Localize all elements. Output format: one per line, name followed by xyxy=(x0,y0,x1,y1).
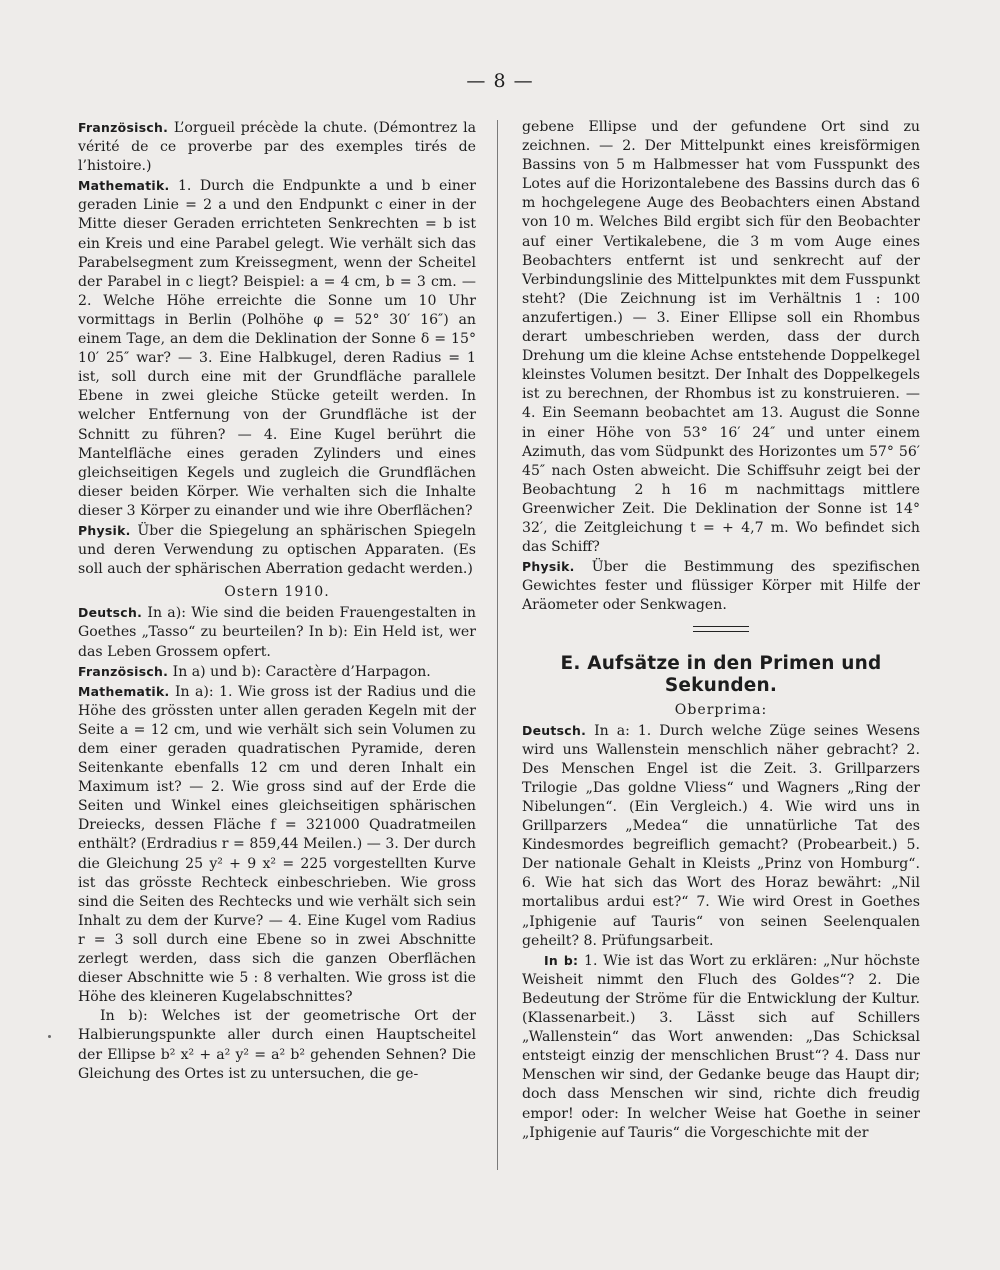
paragraph-deutsch-2 xyxy=(522,721,920,951)
paragraph-franzoesisch-2 xyxy=(78,662,476,682)
subject-label: Mathematik. xyxy=(78,683,170,699)
heading-oberprima: Oberprima: xyxy=(674,701,768,718)
subject-label: Mathematik. xyxy=(78,178,170,194)
column-divider xyxy=(497,120,498,1170)
right-column xyxy=(522,118,920,1143)
paragraph-text: 1. Wie ist das Wort zu erklären: „Nur höchste Weisheit nimmt den Fluch des Goldes“? 2. Die Bedeutung der Ströme für die Entwicklung der Kultur. (Klassenarbeit.) 3. Lässt sich auf Schillers „Wallenstein“ das Wort anwenden: „Das Schicksal entsteigt einzig der menschlichen Brust“? 4. Dass nur Menschen wir sind, der Gedanke beuge das Haupt dir; doch dass Menschen wir sind, richte dich freudig empor! oder: In welcher Weise hat Goethe in seiner „Iphigenie auf Tauris“ die Vorgeschichte mit der xyxy=(522,952,921,1141)
subject-label: Französisch. xyxy=(78,663,169,679)
paragraph-text: L’orgueil précède la chute. (Démontrez la vérité de ce proverbe par des exemples tirés de l’histoire.) xyxy=(78,120,476,175)
subject-label: Physik. xyxy=(78,522,131,538)
paragraph-mathematik xyxy=(78,176,476,521)
subject-label: In b: xyxy=(544,952,579,968)
paragraph-in-b: In b): Welches ist der geometrische Ort der Halbierungspunkte aller durch einen Hauptscheitel der Ellipse b² x² + a² y² = a² b² gehenden Sehnen? Die Gleichung des Ortes ist zu untersuchen, die ge- xyxy=(78,1008,476,1082)
subject-label: Deutsch. xyxy=(78,605,143,621)
heading-ostern-1910: Ostern 1910. xyxy=(224,584,330,601)
paragraph-text: In a): Wie sind die beiden Frauengestalten in Goethes „Tasso“ zu beurteilen? In b): Ein Held ist, wer das Leben Grossem opfert. xyxy=(78,605,476,660)
paragraph-physik-2 xyxy=(522,557,920,615)
page-number: — 8 — xyxy=(466,70,534,92)
scan-spot xyxy=(48,1035,51,1038)
double-rule xyxy=(693,626,749,632)
paragraph-deutsch xyxy=(78,603,476,661)
subject-label: Französisch. xyxy=(78,120,169,135)
paragraph-text: In a): 1. Wie gross ist der Radius und die Höhe des grössten unter allen geraden Kegeln mit der Seite a = 12 cm, und wie verhält sich sein Volumen zu dem einer geraden quadratischen Pyramide, deren Seitenkante ebenfalls 12 cm und deren Inhalt ein Maximum ist? — 2. Wie gross sind auf der Erde die Seiten und Winkel eines gleichseitigen sphärischen Dreiecks, dessen Fläche f = 321000 Quadratmeilen enthält? (Erdradius r = 859,44 Meilen.) — 3. Der durch die Gleichung 25 y² + 9 x² = 225 vorgestellten Kurve ist das grösste Rechteck einbeschrieben. Wie gross sind die Seiten des Rechtecks und wie verhält sich sein Inhalt zu dem der Kurve? — 4. Eine Kugel vom Radius r = 3 soll durch eine Ebene so in zwei Abschnitte zerlegt werden, dass sich die ganzen Oberflächen dieser Abschnitte wie 5 : 8 verhalten. Wie gross ist die Höhe des kleineren Kugelabschnittes? xyxy=(78,683,476,1006)
section-title: E. Aufsätze in den Primen und Sekunden. xyxy=(560,652,882,696)
paragraph-text: 1. Durch die Endpunkte a und b einer geraden Linie = 2 a und den Endpunkt c einer in der Mitte dieser Geraden errichteten Senkrechten = b ist ein Kreis und eine Parabel gelegt. Wie verhält sich das Parabelsegment zum Kreissegment, wenn der Scheitel der Parabel in c liegt? Beispiel: a = 4 cm, b = 3 cm. — 2. Welche Höhe erreichte die Sonne um 10 Uhr vormittags in Berlin (Polhöhe φ = 52° 30′ 16″) an einem Tage, an dem die Deklination der Sonne δ = 15° 10′ 25″ war? — 3. Eine Halbkugel, deren Radius = 1 ist, soll durch eine mit der Grundfläche parallele Ebene in zwei gleiche Stücke geteilt werden. In welcher Entfernung von der Grundfläche ist der Schnitt zu führen? — 4. Eine Kugel berührt die Mantelfläche eines geraden Zylinders und eines gleichseitigen Kegels und zugleich die Grundflächen dieser beiden Körper. Wie verhalten sich die Inhalte dieser 3 Körper zu einander und wie ihre Oberflächen? xyxy=(78,178,476,519)
paragraph-franzoesisch xyxy=(78,118,476,176)
paragraph-text: In a: 1. Durch welche Züge seines Wesens wird uns Wallenstein menschlich näher gebracht? 2. Des Menschen Engel ist die Zeit. 3. Grillparzers Trilogie „Das goldne Vliess“ und Wagners „Ring der Nibelungen“. (Ein Vergleich.) 4. Wie wird uns in Grillparzers „Medea“ die unnatürliche Tat des Kindesmordes begreiflich gemacht? (Probearbeit.) 5. Der nationale Gehalt in Kleists „Prinz von Homburg“. 6. Wie hat sich das Wort des Horaz bewährt: „Nil mortalibus ardui est?“ 7. Wie wird Orest in Goethes „Iphigenie auf Tauris“ von seinen Seelenqualen geheilt? 8. Prüfungsarbeit. xyxy=(522,722,920,949)
paragraph-in-b-2 xyxy=(522,951,920,1143)
paragraph-continuation: gebene Ellipse und der gefundene Ort sind zu zeichnen. — 2. Der Mittelpunkt eines kreisförmigen Bassins von 5 m Halbmesser hat vom Fusspunkt des Lotes auf die Horizontalebene des Bassins durch das 6 m hochgelegene Auge des Beobachters einen Abstand von 10 m. Welches Bild ergibt sich für den Beobachter auf einer Vertikalebene, die 3 m vom Auge eines Beobachters entfernt ist und senkrecht auf der Verbindungslinie des Mittelpunktes mit dem Fusspunkt steht? (Die Zeichnung ist im Verhältnis 1 : 100 anzufertigen.) — 3. Einer Ellipse soll ein Rhombus derart umbeschrieben werden, dass der durch Drehung um die kleine Achse entstehende Doppelkegel kleinstes Volumen besitzt. Der Inhalt des Doppelkegels ist zu berechnen, der Rhombus ist zu konstruieren. — 4. Ein Seemann beobachtet am 13. August die Sonne in einer Höhe von 53° 16′ 24″ und unter einem Azimuth, das vom Südpunkt des Horizontes um 57° 56′ 45″ nach Osten abweicht. Die Schiffsuhr zeigt bei der Beobachtung 2 h 16 m nachmittags mittlere Greenwicher Zeit. Die Deklination der Sonne ist 14° 32′, die Zeitgleichung t = + 4,7 m. Wo befindet sich das Schiff? xyxy=(522,119,920,556)
subject-label: Deutsch. xyxy=(522,722,587,738)
paragraph-physik xyxy=(78,521,476,579)
subject-label: Physik. xyxy=(522,559,575,575)
paragraph-text: Über die Spiegelung an sphärischen Spiegeln und deren Verwendung zu optischen Apparaten. (Es soll auch der sphärischen Aberration gedacht werden.) xyxy=(78,522,476,578)
paragraph-text: In a) und b): Caractère d’Harpagon. xyxy=(168,663,431,680)
paragraph-mathematik-2 xyxy=(78,682,476,1008)
left-column xyxy=(78,118,476,1084)
section-separator xyxy=(522,619,920,638)
paragraph-text: Über die Bestimmung des spezifischen Gewichtes fester und flüssiger Körper mit Hilfe der Aräometer oder Senkwagen. xyxy=(522,559,920,614)
